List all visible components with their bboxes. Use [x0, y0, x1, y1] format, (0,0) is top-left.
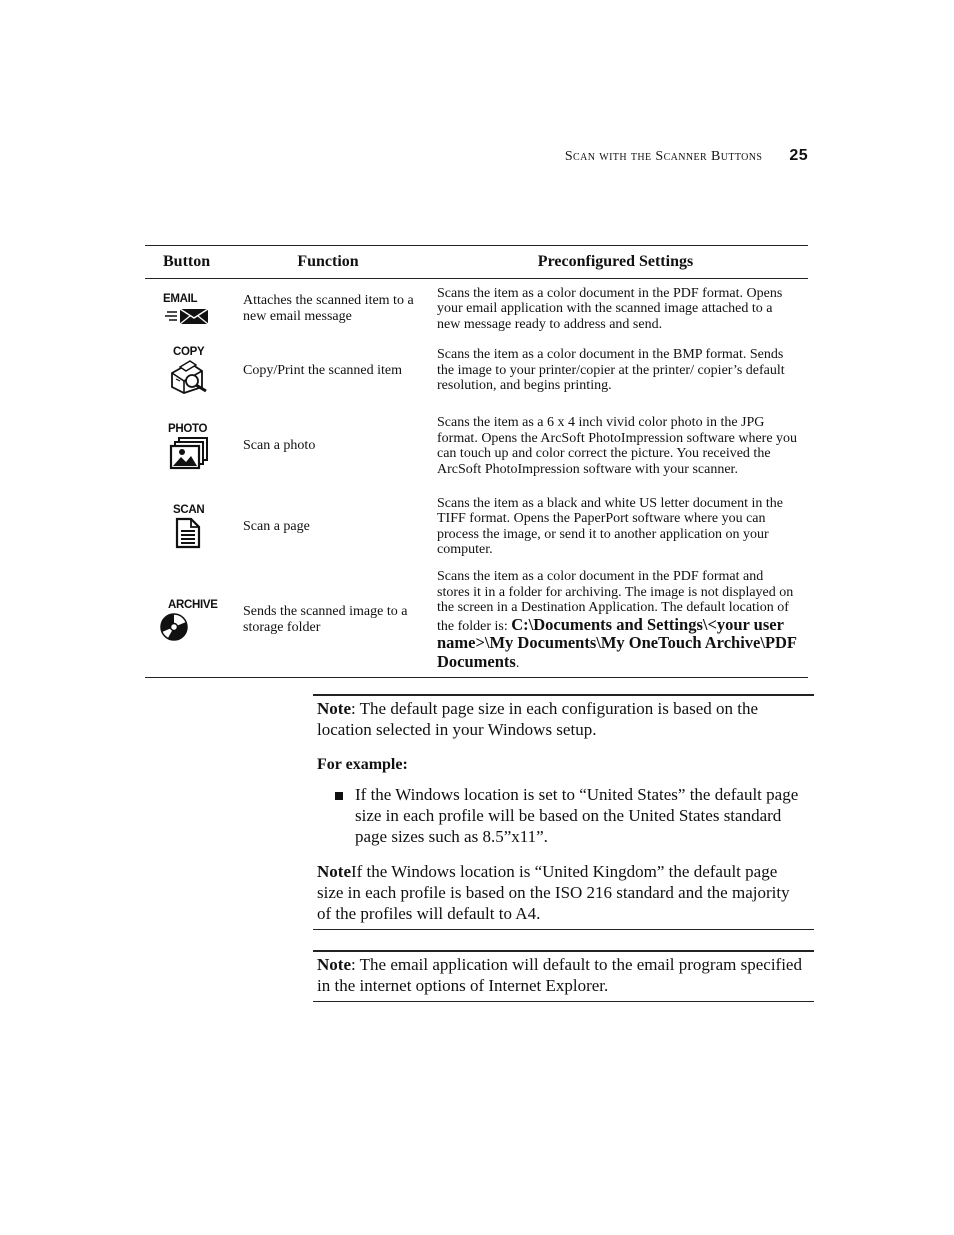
running-header — [565, 147, 808, 165]
page-size-note — [313, 694, 814, 930]
button-cell — [145, 293, 243, 326]
note-label: Note — [317, 699, 351, 718]
table-row — [145, 339, 808, 402]
settings-cell — [437, 569, 808, 671]
note-label-2: Note — [317, 862, 351, 881]
icon-label: PHOTO — [168, 422, 208, 435]
settings-cell: Scans the item as a 6 x 4 inch vivid color photo in the JPG format. Opens the ArcSoft PhotoImpression software where you can touch up and color correct the picture. You received the ArcSoft PhotoImpression software with your scanner. — [437, 415, 798, 477]
icon-label: ARCHIVE — [168, 598, 218, 611]
note-text: : The email application will default to the email program specified in the internet options of Internet Explorer. — [317, 955, 802, 995]
settings-cell: Scans the item as a color document in the PDF format. Opens your email application with the scanned image attached to a new message ready to address and send. — [437, 285, 783, 332]
note-paragraph-2 — [317, 861, 802, 924]
settings-cell: Scans the item as a black and white US letter document in the TIFF format. Opens the PaperPort software where you can process the image, or send it to another application on your computer. — [437, 495, 784, 557]
function-cell: Copy/Print the scanned item — [243, 362, 403, 378]
button-cell — [145, 423, 243, 470]
button-cell — [145, 504, 243, 549]
folder-path: C:\Documents and Settings\<your user name>\My Documents\My OneTouch Archive\PDF Documents — [437, 614, 797, 671]
icon-label: SCAN — [173, 504, 205, 516]
function-cell: Scan a photo — [243, 438, 316, 453]
note-text-2: If the Windows location is “United Kingdom” the default page size in each profile is based on the ISO 216 standard and the majority of the profiles will default to A4. — [317, 862, 790, 923]
photo-frames-icon — [169, 436, 209, 470]
table-row — [145, 490, 808, 563]
table-header-row — [145, 246, 808, 279]
example-label-text: For example: — [317, 756, 408, 773]
header-button: Button — [163, 253, 211, 270]
bullet-square-icon — [335, 792, 343, 800]
function-cell: Sends the scanned image to a storage folder — [243, 604, 408, 635]
printer-copy-icon — [168, 359, 210, 395]
bullet-text: If the Windows location is set to “United States” the default page size in each profile will be based on the United States standard page sizes such as 8.5”x11”. — [355, 785, 799, 846]
settings-text: Scans the item as a color document in the PDF format and stores it in a folder for archiving. The image is not displayed on the screen in a Destination Application. The default location of the folder is: — [437, 569, 794, 634]
example-label — [317, 754, 802, 775]
note-text: : The default page size in each configuration is based on the location selected in your Windows setup. — [317, 699, 759, 739]
document-page-icon — [175, 517, 201, 549]
note-paragraph — [317, 954, 802, 996]
note-label: Note — [317, 955, 351, 974]
note-paragraph — [317, 698, 802, 740]
cd-disc-icon — [159, 612, 189, 642]
settings-cell: Scans the item as a color document in the BMP format. Sends the image to your printer/copier at the printer/ copier’s default resolution, and begins printing. — [437, 347, 785, 394]
settings-end: . — [515, 655, 520, 671]
list-item — [335, 784, 802, 847]
header-settings: Preconfigured Settings — [537, 253, 694, 270]
function-cell: Scan a page — [243, 518, 310, 534]
email-note — [313, 950, 814, 1002]
icon-label: COPY — [173, 346, 205, 358]
icon-label: EMAIL — [163, 292, 198, 305]
function-cell: Attaches the scanned item to a new email message — [243, 293, 414, 324]
table-row — [145, 402, 808, 490]
button-cell — [145, 346, 243, 395]
header-function: Function — [297, 253, 359, 270]
table-row — [145, 563, 808, 677]
page-number: 25 — [789, 147, 808, 164]
button-settings-table — [145, 245, 808, 678]
section-title: Scan with the Scanner Buttons — [564, 149, 763, 164]
email-envelope-icon — [163, 306, 211, 326]
button-cell — [145, 599, 243, 642]
table-row — [145, 279, 808, 339]
